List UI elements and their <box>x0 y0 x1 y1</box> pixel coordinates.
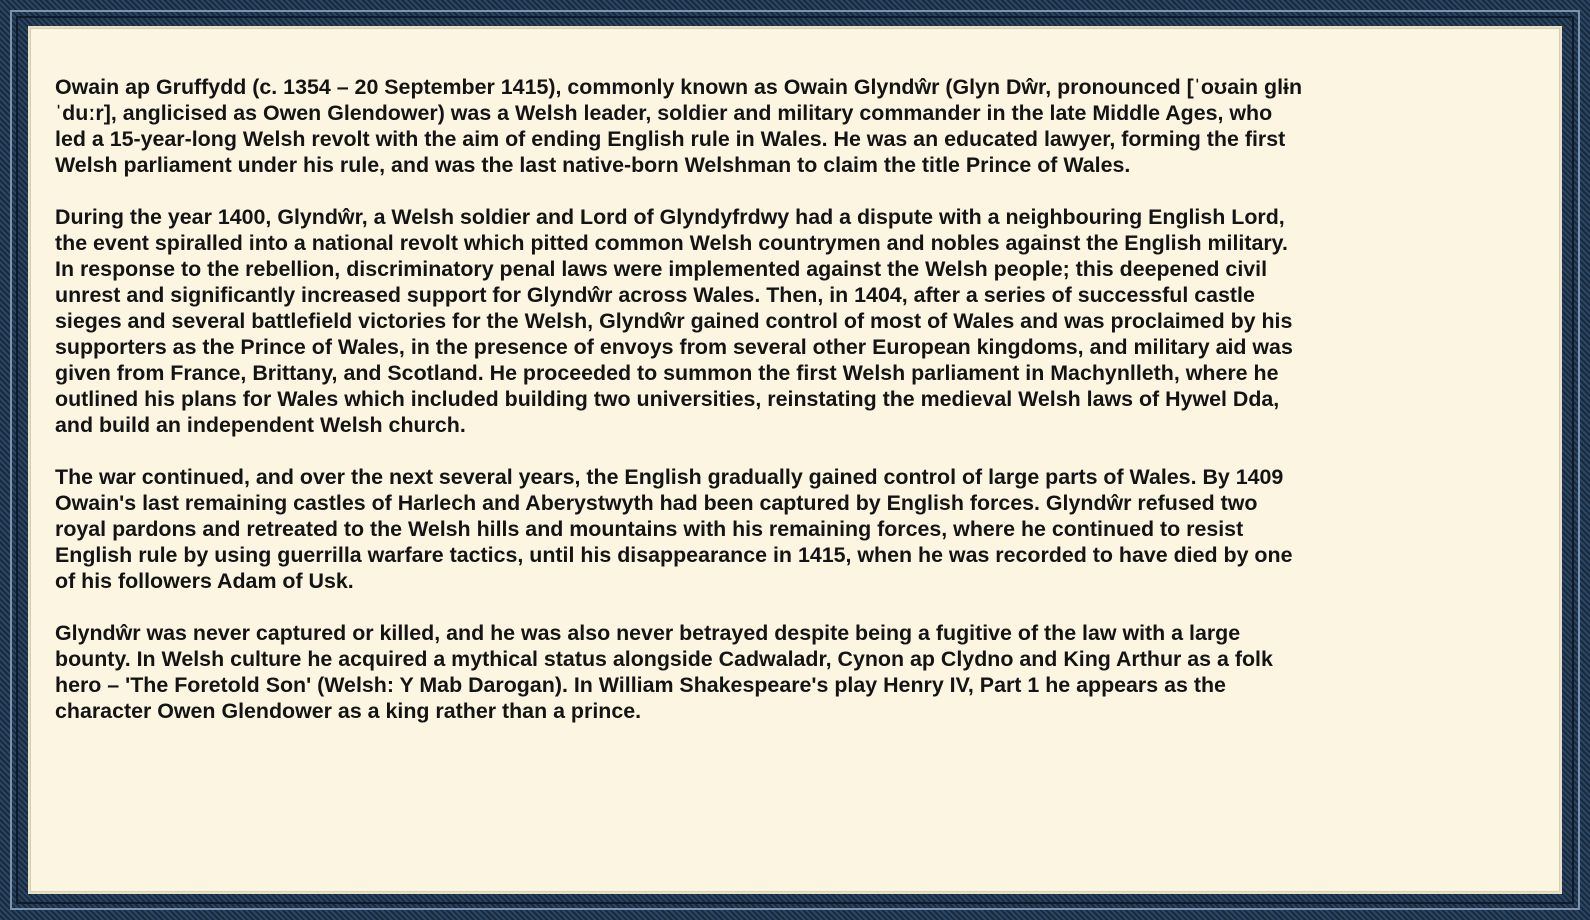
document-body <box>55 74 1305 750</box>
document-page <box>28 26 1562 894</box>
paragraph-4: Glyndŵr was never captured or killed, and he was also never betrayed despite being a fugitive of the law with a large bounty. In Welsh culture he acquired a mythical status alongside Cadwaladr, Cynon ap Clydno and King Arthur as a folk hero – 'The Foretold Son' (Welsh: Y Mab Darogan). In William Shakespeare's play Henry IV, Part 1 he appears as the character Owen Glendower as a king rather than a prince. <box>55 621 1273 723</box>
paragraph-1: Owain ap Gruffydd (c. 1354 – 20 September 1415), commonly known as Owain Glyndŵr (Glyn Dŵr, pronounced [ˈoʊain glɨnˈduːr], anglicised as Owen Glendower) was a Welsh leader, soldier and military commander in the late Middle Ages, who led a 15-year-long Welsh revolt with the aim of ending English rule in Wales. He was an educated lawyer, forming the first Welsh parliament under his rule, and was the last native-born Welshman to claim the title Prince of Wales. <box>55 75 1303 177</box>
paragraph-3: The war continued, and over the next several years, the English gradually gained control of large parts of Wales. By 1409 Owain's last remaining castles of Harlech and Aberystwyth had been captured by English forces. Glyndŵr refused two royal pardons and retreated to the Welsh hills and mountains with his remaining forces, where he continued to resist English rule by using guerrilla warfare tactics, until his disappearance in 1415, when he was recorded to have died by one of his followers Adam of Usk. <box>55 465 1293 593</box>
paragraph-2: During the year 1400, Glyndŵr, a Welsh soldier and Lord of Glyndyfrdwy had a dispute with a neighbouring English Lord, the event spiralled into a national revolt which pitted common Welsh countrymen and nobles against the English military. In response to the rebellion, discriminatory penal laws were implemented against the Welsh people; this deepened civil unrest and significantly increased support for Glyndŵr across Wales. Then, in 1404, after a series of successful castle sieges and several battlefield victories for the Welsh, Glyndŵr gained control of most of Wales and was proclaimed by his supporters as the Prince of Wales, in the presence of envoys from several other European kingdoms, and military aid was given from France, Brittany, and Scotland. He proceeded to summon the first Welsh parliament in Machynlleth, where he outlined his plans for Wales which included building two universities, reinstating the medieval Welsh laws of Hywel Dda, and build an independent Welsh church. <box>55 205 1293 437</box>
